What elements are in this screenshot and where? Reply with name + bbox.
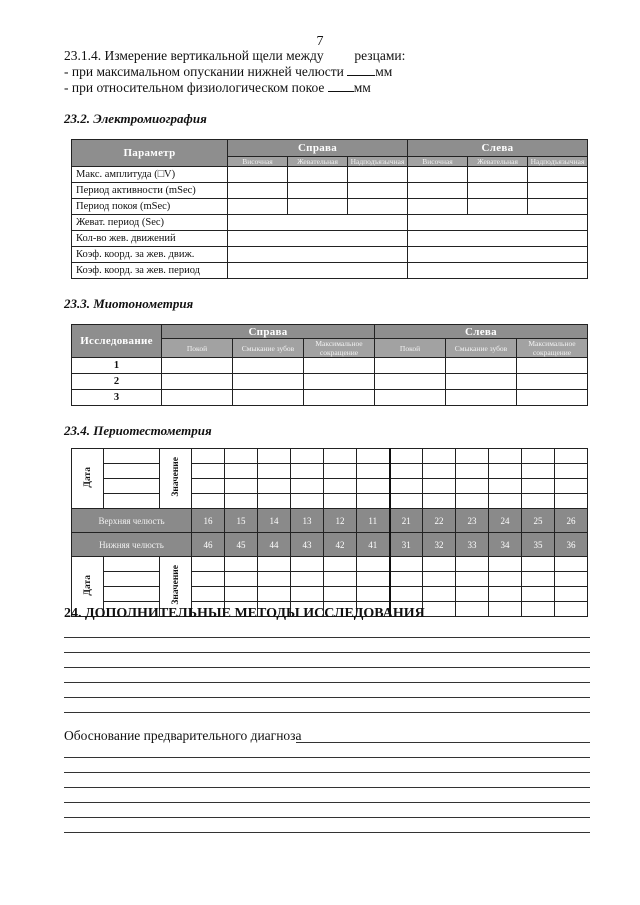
emg-value-cell[interactable]	[228, 167, 288, 183]
perio-value-cell[interactable]	[489, 587, 522, 602]
perio-value-cell[interactable]	[390, 557, 423, 572]
myo-value-cell[interactable]	[375, 390, 446, 406]
perio-upper-date-text: Дата	[82, 466, 93, 488]
perio-value-cell[interactable]	[390, 494, 423, 509]
emg-value-cell[interactable]	[228, 183, 288, 199]
myo-value-cell[interactable]	[233, 390, 304, 406]
myo-value-cell[interactable]	[446, 358, 517, 374]
perio-upper-date-label	[72, 449, 104, 509]
perio-lower-date-text: Дата	[82, 574, 93, 596]
perio-upper-row	[72, 464, 588, 479]
additional-methods-line[interactable]	[64, 712, 590, 713]
emg-value-cell-right[interactable]	[228, 247, 408, 263]
tooth-number: 13	[291, 509, 324, 533]
myo-header-study: Исследование	[72, 325, 162, 358]
emg-value-cell[interactable]	[288, 183, 348, 199]
emg-value-cell[interactable]	[288, 199, 348, 215]
perio-value-cell[interactable]	[192, 557, 225, 572]
perio-value-cell[interactable]	[489, 479, 522, 494]
emg-table	[71, 139, 588, 279]
diagnosis-line[interactable]	[64, 832, 590, 833]
emg-subheader: Жевательная	[468, 157, 528, 167]
myo-value-cell[interactable]	[375, 374, 446, 390]
perio-value-cell[interactable]	[522, 587, 555, 602]
perio-value-cell[interactable]	[258, 464, 291, 479]
perio-value-cell[interactable]	[555, 449, 588, 464]
tooth-number: 31	[390, 533, 423, 557]
rest-position-blank[interactable]	[328, 80, 354, 92]
additional-methods-heading: 24. ДОПОЛНИТЕЛЬНЫЕ МЕТОДЫ ИССЛЕДОВАНИЯ	[64, 606, 425, 621]
emg-value-cell[interactable]	[348, 199, 408, 215]
emg-value-cell[interactable]	[468, 167, 528, 183]
perio-value-cell[interactable]	[456, 464, 489, 479]
perio-value-cell[interactable]	[555, 602, 588, 617]
emg-value-cell-left[interactable]	[408, 263, 588, 279]
perio-value-cell[interactable]	[423, 464, 456, 479]
diagnosis-line[interactable]	[64, 802, 590, 803]
perio-value-cell[interactable]	[225, 587, 258, 602]
intro-line-3: - при относительном физиологическом покое мм	[64, 80, 371, 95]
perio-value-cell[interactable]	[258, 494, 291, 509]
myo-value-cell[interactable]	[446, 374, 517, 390]
perio-value-cell[interactable]	[522, 464, 555, 479]
perio-upper-row	[72, 449, 588, 464]
emg-row-label: Кол-во жев. движений	[72, 231, 228, 247]
myo-row	[72, 358, 588, 374]
emg-row-label: Макс. амплитуда (□V)	[72, 167, 228, 183]
perio-value-cell[interactable]	[390, 464, 423, 479]
perio-value-cell[interactable]	[324, 572, 357, 587]
myo-value-cell[interactable]	[375, 358, 446, 374]
perio-lower-value-text: Значение	[170, 565, 181, 605]
emg-row	[72, 183, 588, 199]
diagnosis-line[interactable]	[64, 787, 590, 788]
emg-row	[72, 199, 588, 215]
tooth-number: 34	[489, 533, 522, 557]
perio-lower-row	[72, 557, 588, 572]
tooth-number: 26	[555, 509, 588, 533]
tooth-number: 16	[192, 509, 225, 533]
myo-subheader: Смыкание зубов	[446, 339, 517, 358]
perio-upper-date-input[interactable]	[104, 464, 160, 479]
perio-value-cell[interactable]	[522, 602, 555, 617]
perio-value-cell[interactable]	[423, 557, 456, 572]
emg-header-right: Справа	[228, 140, 408, 157]
perio-value-cell[interactable]	[192, 572, 225, 587]
emg-value-cell-left[interactable]	[408, 215, 588, 231]
tooth-number: 45	[225, 533, 258, 557]
diagnosis-rule-inline[interactable]	[296, 742, 590, 743]
perio-lower-date-input[interactable]	[104, 572, 160, 587]
emg-row-label: Коэф. коорд. за жев. период	[72, 263, 228, 279]
myo-value-cell[interactable]	[304, 390, 375, 406]
emg-header-left: Слева	[408, 140, 588, 157]
perio-value-cell[interactable]	[324, 557, 357, 572]
upper-jaw-row-label: Верхняя челюсть	[72, 509, 192, 533]
perio-value-cell[interactable]	[489, 557, 522, 572]
perio-upper-date-input[interactable]	[104, 479, 160, 494]
perio-value-cell[interactable]	[291, 449, 324, 464]
perio-value-cell[interactable]	[324, 479, 357, 494]
emg-value-cell[interactable]	[348, 167, 408, 183]
perio-value-cell[interactable]	[555, 572, 588, 587]
tooth-number: 15	[225, 509, 258, 533]
perio-value-cell[interactable]	[390, 479, 423, 494]
perio-value-cell[interactable]	[522, 479, 555, 494]
tooth-number: 32	[423, 533, 456, 557]
perio-value-cell[interactable]	[258, 479, 291, 494]
perio-value-cell[interactable]	[324, 449, 357, 464]
additional-methods-line[interactable]	[64, 682, 590, 683]
perio-title: 23.4. Периотестометрия	[64, 423, 212, 438]
perio-upper-row	[72, 494, 588, 509]
additional-methods-line[interactable]	[64, 697, 590, 698]
myo-subheader: Покой	[375, 339, 446, 358]
emg-subheader: Височная	[228, 157, 288, 167]
perio-lower-row	[72, 587, 588, 602]
perio-value-cell[interactable]	[522, 557, 555, 572]
myo-title: 23.3. Миотонометрия	[64, 296, 194, 311]
page-number: 7	[316, 34, 324, 49]
myo-value-cell[interactable]	[304, 358, 375, 374]
perio-value-cell[interactable]	[357, 464, 390, 479]
perio-value-cell[interactable]	[324, 587, 357, 602]
perio-value-cell[interactable]	[423, 479, 456, 494]
perio-value-cell[interactable]	[555, 494, 588, 509]
perio-upper-date-input[interactable]	[104, 494, 160, 509]
emg-value-cell[interactable]	[528, 199, 588, 215]
perio-value-cell[interactable]	[390, 587, 423, 602]
perio-upper-date-input[interactable]	[104, 449, 160, 464]
perio-value-cell[interactable]	[390, 572, 423, 587]
tooth-number: 21	[390, 509, 423, 533]
lower-jaw-row	[72, 533, 588, 557]
emg-row	[72, 247, 588, 263]
perio-value-cell[interactable]	[192, 449, 225, 464]
emg-value-cell[interactable]	[348, 183, 408, 199]
perio-value-cell[interactable]	[555, 479, 588, 494]
myo-value-cell[interactable]	[304, 374, 375, 390]
perio-value-cell[interactable]	[489, 449, 522, 464]
perio-value-cell[interactable]	[390, 449, 423, 464]
diagnosis-label: Обоснование предварительного диагноза	[64, 728, 302, 743]
emg-value-cell[interactable]	[408, 199, 468, 215]
perio-value-cell[interactable]	[225, 572, 258, 587]
myo-row	[72, 390, 588, 406]
perio-value-cell[interactable]	[456, 572, 489, 587]
perio-value-cell[interactable]	[192, 464, 225, 479]
tooth-number: 24	[489, 509, 522, 533]
myo-value-cell[interactable]	[517, 390, 588, 406]
perio-lower-row	[72, 572, 588, 587]
emg-value-cell-left[interactable]	[408, 247, 588, 263]
diagnosis-line[interactable]	[64, 772, 590, 773]
emg-value-cell[interactable]	[468, 199, 528, 215]
perio-value-cell[interactable]	[192, 494, 225, 509]
perio-value-cell[interactable]	[423, 602, 456, 617]
tooth-number: 11	[357, 509, 390, 533]
perio-value-cell[interactable]	[225, 464, 258, 479]
emg-value-cell-right[interactable]	[228, 215, 408, 231]
perio-value-cell[interactable]	[357, 587, 390, 602]
perio-value-cell[interactable]	[357, 449, 390, 464]
perio-upper-value-text: Значение	[170, 457, 181, 497]
perio-value-cell[interactable]	[555, 557, 588, 572]
perio-value-cell[interactable]	[423, 494, 456, 509]
perio-value-cell[interactable]	[291, 587, 324, 602]
emg-value-cell[interactable]	[408, 183, 468, 199]
max-opening-blank[interactable]	[347, 64, 375, 76]
perio-value-cell[interactable]	[423, 572, 456, 587]
perio-value-cell[interactable]	[456, 494, 489, 509]
emg-value-cell[interactable]	[528, 183, 588, 199]
perio-upper-value-label	[160, 449, 192, 509]
emg-row	[72, 263, 588, 279]
perio-value-cell[interactable]	[258, 449, 291, 464]
tooth-number: 41	[357, 533, 390, 557]
perio-upper-row	[72, 479, 588, 494]
additional-methods-line[interactable]	[64, 637, 590, 638]
perio-value-cell[interactable]	[357, 494, 390, 509]
perio-value-cell[interactable]	[225, 494, 258, 509]
perio-value-cell[interactable]	[291, 494, 324, 509]
perio-value-cell[interactable]	[489, 572, 522, 587]
myo-value-cell[interactable]	[446, 390, 517, 406]
myo-subheader: Покой	[162, 339, 233, 358]
myo-row-number: 2	[72, 374, 162, 390]
emg-value-cell[interactable]	[468, 183, 528, 199]
perio-value-cell[interactable]	[324, 494, 357, 509]
perio-value-cell[interactable]	[456, 479, 489, 494]
tooth-number: 12	[324, 509, 357, 533]
perio-value-cell[interactable]	[225, 449, 258, 464]
myo-value-cell[interactable]	[517, 374, 588, 390]
emg-row-label: Жеват. период (Sec)	[72, 215, 228, 231]
emg-row	[72, 215, 588, 231]
emg-row-label: Период покоя (mSec)	[72, 199, 228, 215]
upper-jaw-row	[72, 509, 588, 533]
myo-value-cell[interactable]	[162, 358, 233, 374]
emg-value-cell-right[interactable]	[228, 231, 408, 247]
perio-value-cell[interactable]	[258, 557, 291, 572]
perio-value-cell[interactable]	[291, 557, 324, 572]
perio-value-cell[interactable]	[456, 557, 489, 572]
perio-value-cell[interactable]	[258, 572, 291, 587]
myo-subheader: Максимальное сокращение	[304, 339, 375, 358]
intro-line-2: - при максимальном опускании нижней челюсти мм	[64, 64, 393, 79]
myo-value-cell[interactable]	[517, 358, 588, 374]
tooth-number: 46	[192, 533, 225, 557]
perio-value-cell[interactable]	[423, 587, 456, 602]
perio-value-cell[interactable]	[555, 587, 588, 602]
emg-subheader: Жевательная	[288, 157, 348, 167]
myo-subheader: Максимальное сокращение	[517, 339, 588, 358]
myo-value-cell[interactable]	[233, 374, 304, 390]
emg-value-cell[interactable]	[528, 167, 588, 183]
myo-header-right: Справа	[162, 325, 375, 339]
tooth-number: 42	[324, 533, 357, 557]
myo-value-cell[interactable]	[162, 374, 233, 390]
perio-value-cell[interactable]	[291, 572, 324, 587]
emg-value-cell[interactable]	[408, 167, 468, 183]
perio-value-cell[interactable]	[456, 602, 489, 617]
perio-lower-date-input[interactable]	[104, 587, 160, 602]
emg-subheader: Надподъязычная	[528, 157, 588, 167]
tooth-number: 23	[456, 509, 489, 533]
tooth-number: 25	[522, 509, 555, 533]
perio-value-cell[interactable]	[192, 587, 225, 602]
perio-value-cell[interactable]	[192, 479, 225, 494]
perio-value-cell[interactable]	[357, 479, 390, 494]
gap-blank[interactable]	[327, 49, 351, 60]
emg-row-label: Период активности (mSec)	[72, 183, 228, 199]
intro-block	[64, 48, 405, 96]
perio-value-cell[interactable]	[258, 587, 291, 602]
intro-line-1: 23.1.4. Измерение вертикальной щели между резцами:	[64, 48, 406, 63]
perio-value-cell[interactable]	[489, 464, 522, 479]
myo-row-number: 1	[72, 358, 162, 374]
perio-value-cell[interactable]	[225, 479, 258, 494]
additional-methods-line[interactable]	[64, 652, 590, 653]
diagnosis-line[interactable]	[64, 817, 590, 818]
myo-table	[71, 324, 588, 406]
tooth-number: 44	[258, 533, 291, 557]
perio-value-cell[interactable]	[489, 602, 522, 617]
perio-value-cell[interactable]	[522, 494, 555, 509]
perio-value-cell[interactable]	[225, 557, 258, 572]
tooth-number: 36	[555, 533, 588, 557]
myo-value-cell[interactable]	[233, 358, 304, 374]
perio-value-cell[interactable]	[324, 464, 357, 479]
emg-value-cell[interactable]	[288, 167, 348, 183]
myo-header-left: Слева	[375, 325, 588, 339]
myo-subheader: Смыкание зубов	[233, 339, 304, 358]
myo-row-number: 3	[72, 390, 162, 406]
emg-subheader: Надподъязычная	[348, 157, 408, 167]
emg-value-cell[interactable]	[228, 199, 288, 215]
tooth-number: 33	[456, 533, 489, 557]
emg-title: 23.2. Электромиография	[64, 111, 207, 126]
diagnosis-line[interactable]	[64, 757, 590, 758]
emg-row	[72, 231, 588, 247]
tooth-number: 35	[522, 533, 555, 557]
emg-value-cell-left[interactable]	[408, 231, 588, 247]
additional-methods-line[interactable]	[64, 667, 590, 668]
perio-value-cell[interactable]	[522, 572, 555, 587]
perio-value-cell[interactable]	[291, 464, 324, 479]
perio-value-cell[interactable]	[522, 449, 555, 464]
perio-value-cell[interactable]	[555, 464, 588, 479]
emg-header-param: Параметр	[72, 140, 228, 167]
tooth-number: 22	[423, 509, 456, 533]
myo-value-cell[interactable]	[162, 390, 233, 406]
perio-table	[71, 448, 588, 617]
perio-value-cell[interactable]	[291, 479, 324, 494]
emg-row	[72, 167, 588, 183]
perio-value-cell[interactable]	[357, 572, 390, 587]
perio-value-cell[interactable]	[357, 557, 390, 572]
tooth-number: 43	[291, 533, 324, 557]
emg-subheader: Височная	[408, 157, 468, 167]
lower-jaw-row-label: Нижняя челюсть	[72, 533, 192, 557]
emg-value-cell-right[interactable]	[228, 263, 408, 279]
perio-lower-date-input[interactable]	[104, 557, 160, 572]
perio-value-cell[interactable]	[456, 449, 489, 464]
myo-row	[72, 374, 588, 390]
emg-row-label: Коэф. коорд. за жев. движ.	[72, 247, 228, 263]
perio-value-cell[interactable]	[456, 587, 489, 602]
perio-value-cell[interactable]	[489, 494, 522, 509]
tooth-number: 14	[258, 509, 291, 533]
perio-value-cell[interactable]	[423, 449, 456, 464]
